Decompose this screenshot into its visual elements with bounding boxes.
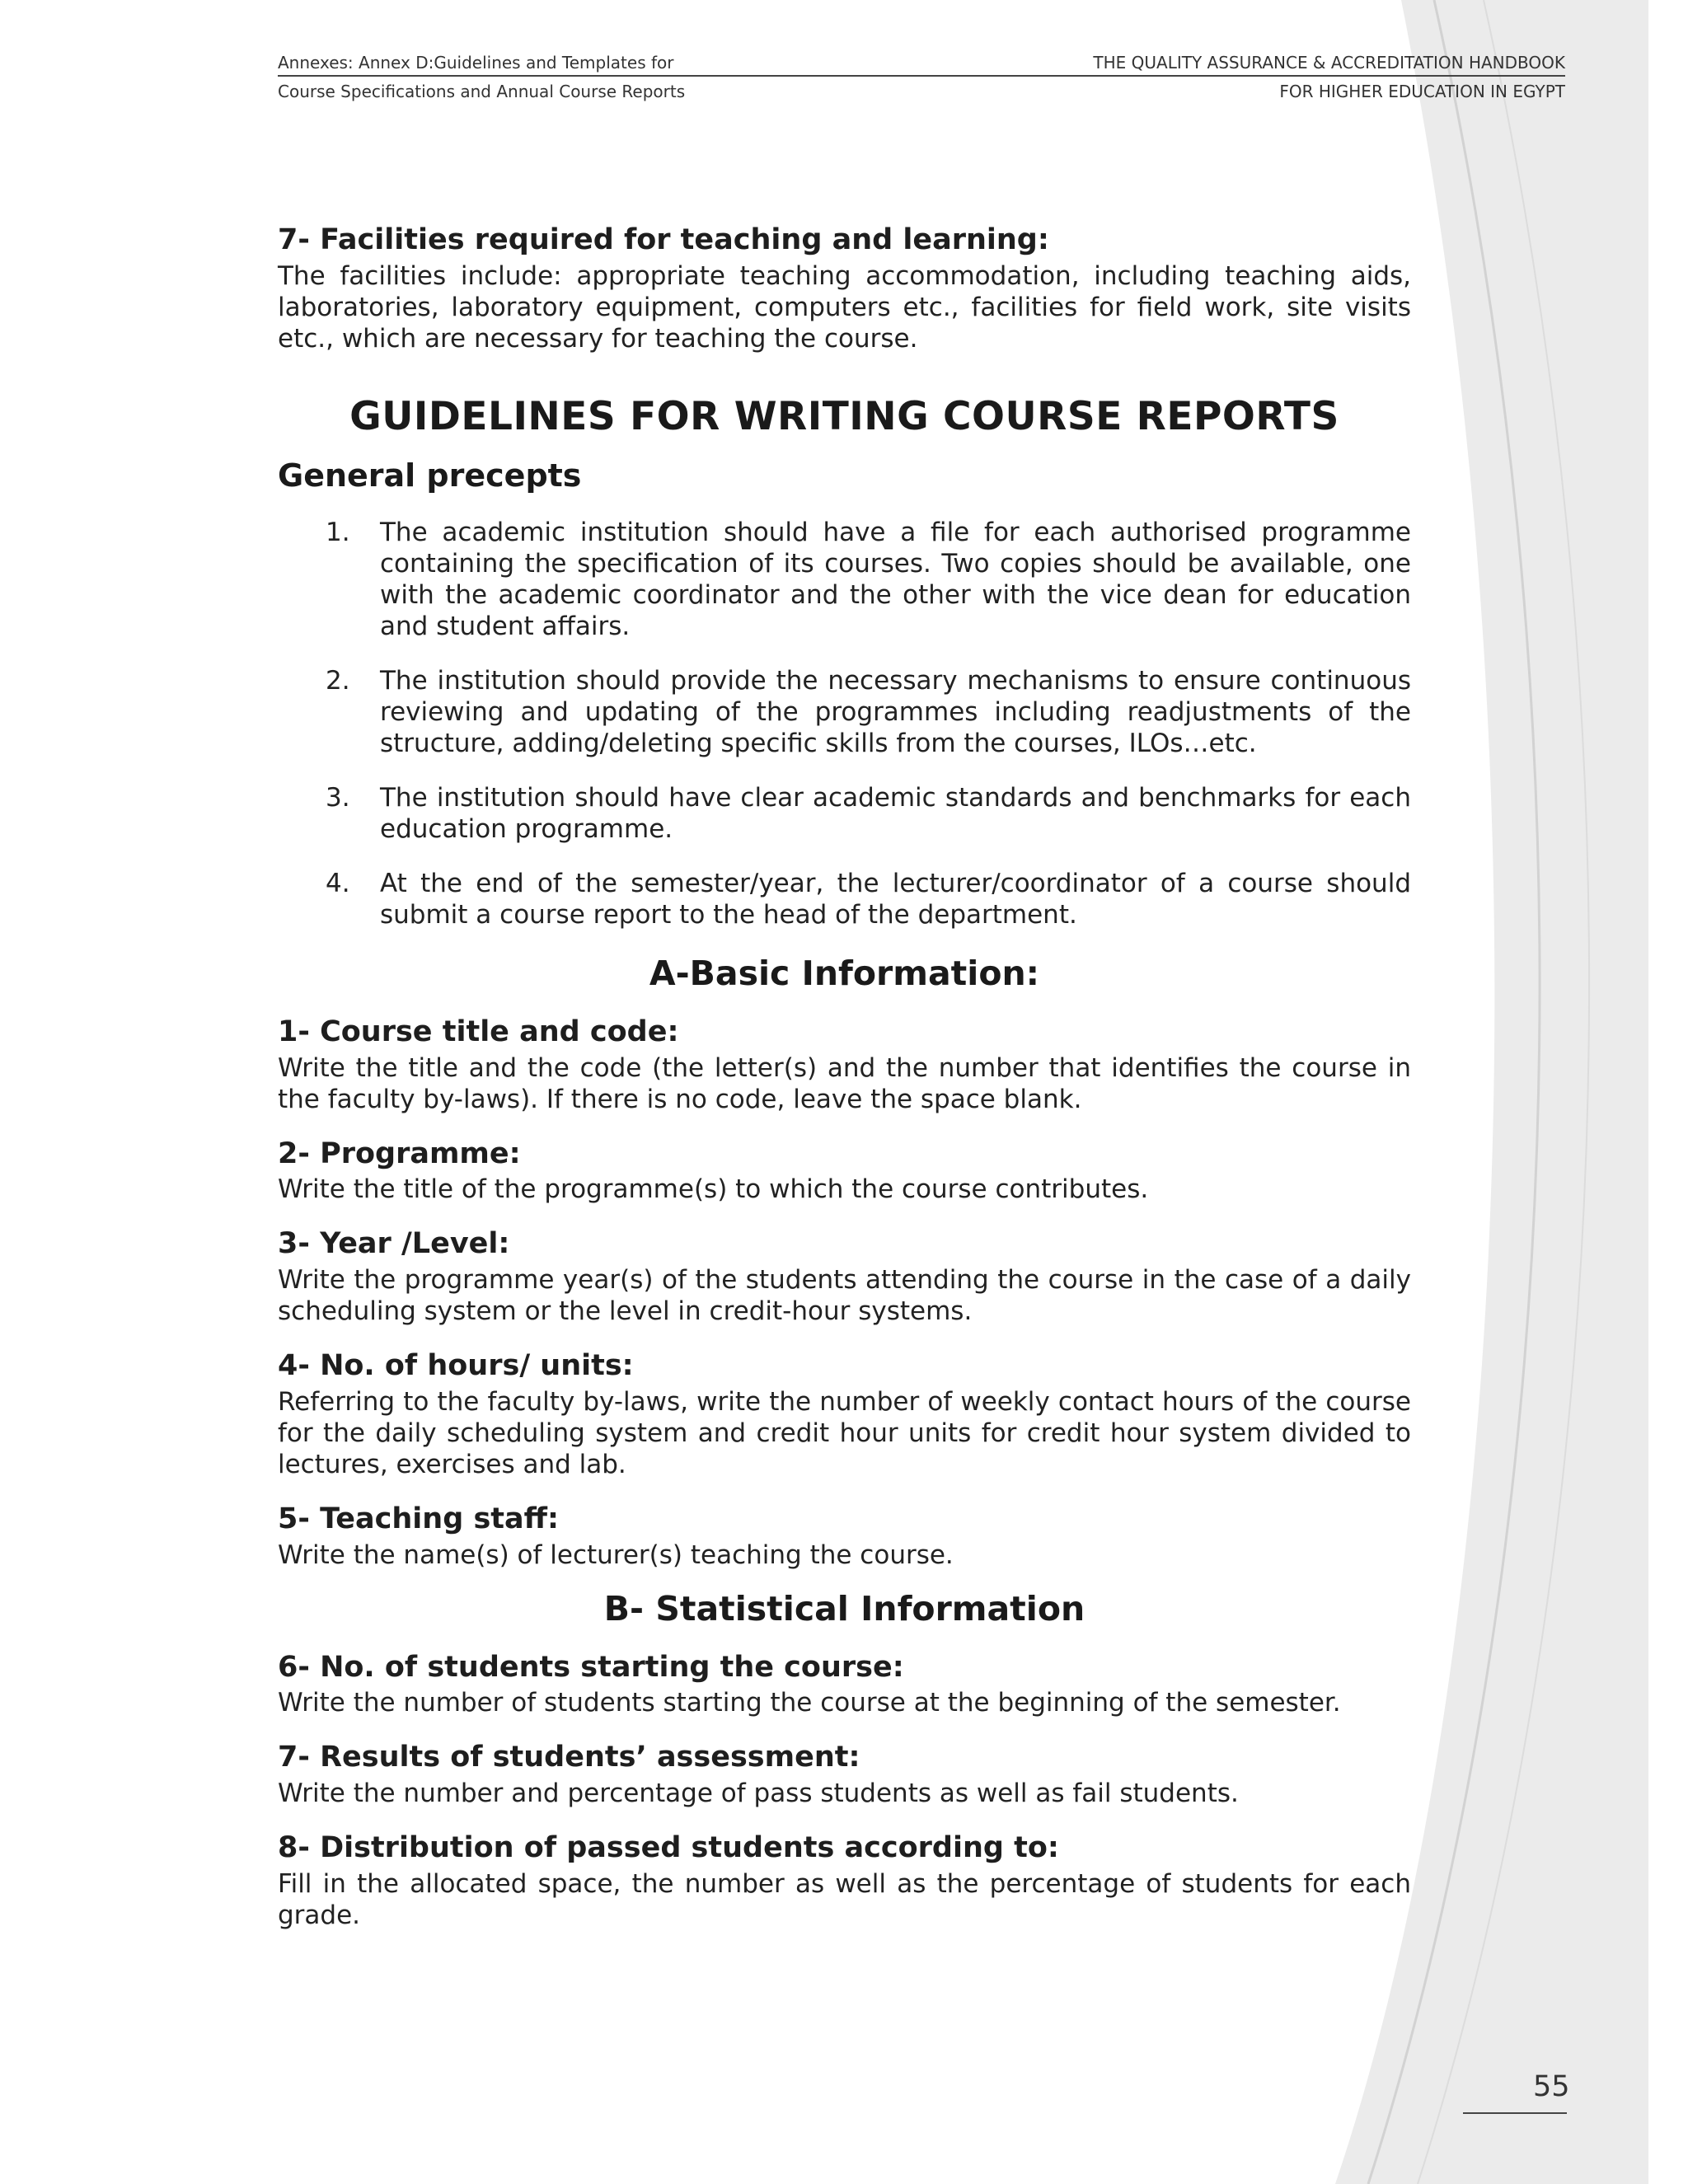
item-text: Referring to the faculty by-laws, write the number of weekly contact hours of the course for the daily scheduling system and credit hour units for credit hour system divided to lectures, exercises and lab. bbox=[278, 1386, 1411, 1479]
precept-number: 3. bbox=[326, 782, 350, 813]
header-left-line1: Annexes: Annex D:Guidelines and Templates for bbox=[278, 53, 674, 73]
precept-number: 2. bbox=[326, 665, 350, 696]
item-text: Write the number of students starting the course at the beginning of the semester. bbox=[278, 1688, 1341, 1718]
year-level-item bbox=[278, 1226, 1411, 1327]
item-text: Write the title and the code (the letter(s) and the number that identifies the course in the faculty by-laws). If there is no code, leave the space blank. bbox=[278, 1052, 1411, 1114]
item-heading: 4- No. of hours/ units: bbox=[278, 1349, 634, 1382]
item-text: Write the title of the programme(s) to which the course contributes. bbox=[278, 1174, 1149, 1205]
programme-item bbox=[278, 1137, 1411, 1206]
general-precepts-title: General precepts bbox=[278, 457, 582, 494]
item-heading: 8- Distribution of passed students according to: bbox=[278, 1831, 1059, 1864]
precepts-list bbox=[278, 517, 1411, 930]
precept-item bbox=[278, 517, 1411, 642]
item-heading: 5- Teaching staff: bbox=[278, 1502, 559, 1535]
precept-number: 1. bbox=[326, 517, 350, 547]
main-title: GUIDELINES FOR WRITING COURSE REPORTS bbox=[349, 393, 1339, 439]
page-number: 55 bbox=[1533, 2070, 1570, 2103]
item-text: Fill in the allocated space, the number as well as the percentage of students for each grade. bbox=[278, 1868, 1411, 1930]
passed-distribution-item bbox=[278, 1830, 1411, 1931]
teaching-staff-item bbox=[278, 1502, 1411, 1571]
header-rule bbox=[278, 75, 1565, 77]
facilities-section bbox=[278, 223, 1411, 354]
item-heading: 7- Results of students’ assessment: bbox=[278, 1741, 860, 1774]
course-title-item bbox=[278, 1015, 1411, 1115]
precept-text: The institution should provide the necessary mechanisms to ensure continuous reviewing and updating of the programmes including readjustments of the structure, adding/deleting specific skills from the courses, ILOs…etc. bbox=[380, 665, 1411, 758]
assessment-results-item bbox=[278, 1740, 1411, 1809]
item-heading: 3- Year /Level: bbox=[278, 1227, 510, 1261]
header-left-line2: Course Specifications and Annual Course Reports bbox=[278, 82, 686, 101]
header-right-line2: FOR HIGHER EDUCATION IN EGYPT bbox=[1279, 82, 1565, 101]
facilities-heading: 7- Facilities required for teaching and learning: bbox=[278, 223, 1049, 256]
precept-number: 4. bbox=[326, 868, 350, 898]
precept-item bbox=[278, 782, 1411, 845]
main-content bbox=[278, 223, 1411, 1931]
precept-text: At the end of the semester/year, the lecturer/coordinator of a course should submit a course report to the head of the department. bbox=[380, 868, 1411, 930]
item-text: Write the number and percentage of pass students as well as fail students. bbox=[278, 1779, 1239, 1808]
precept-item bbox=[278, 868, 1411, 930]
item-text: Write the programme year(s) of the students attending the course in the case of a daily scheduling system or the level in credit-hour systems. bbox=[278, 1265, 1411, 1326]
page-number-rule bbox=[1463, 2112, 1567, 2114]
item-heading: 6- No. of students starting the course: bbox=[278, 1650, 904, 1684]
precept-text: The institution should have clear academic standards and benchmarks for each education programme. bbox=[380, 782, 1411, 844]
precept-item bbox=[278, 665, 1411, 759]
hours-units-item bbox=[278, 1348, 1411, 1480]
item-text: Write the name(s) of lecturer(s) teaching the course. bbox=[278, 1540, 954, 1570]
precept-text: The academic institution should have a file for each authorised programme containing the specification of its courses. Two copies should be available, one with the academic coordinator and the other with the vice dean for education and student affairs. bbox=[380, 517, 1411, 641]
section-b-title: B- Statistical Information bbox=[603, 1588, 1085, 1629]
header-right-line1: THE QUALITY ASSURANCE & ACCREDITATION HANDBOOK bbox=[1093, 53, 1565, 73]
section-a-title: A-Basic Information: bbox=[649, 953, 1040, 993]
item-heading: 2- Programme: bbox=[278, 1137, 521, 1170]
students-starting-item bbox=[278, 1650, 1411, 1719]
facilities-text: The facilities include: appropriate teaching accommodation, including teaching aids, laboratories, laboratory equipment, computers etc., facilities for field work, site visits etc., which are necessary for teaching the course. bbox=[278, 260, 1411, 354]
item-heading: 1- Course title and code: bbox=[278, 1015, 679, 1048]
